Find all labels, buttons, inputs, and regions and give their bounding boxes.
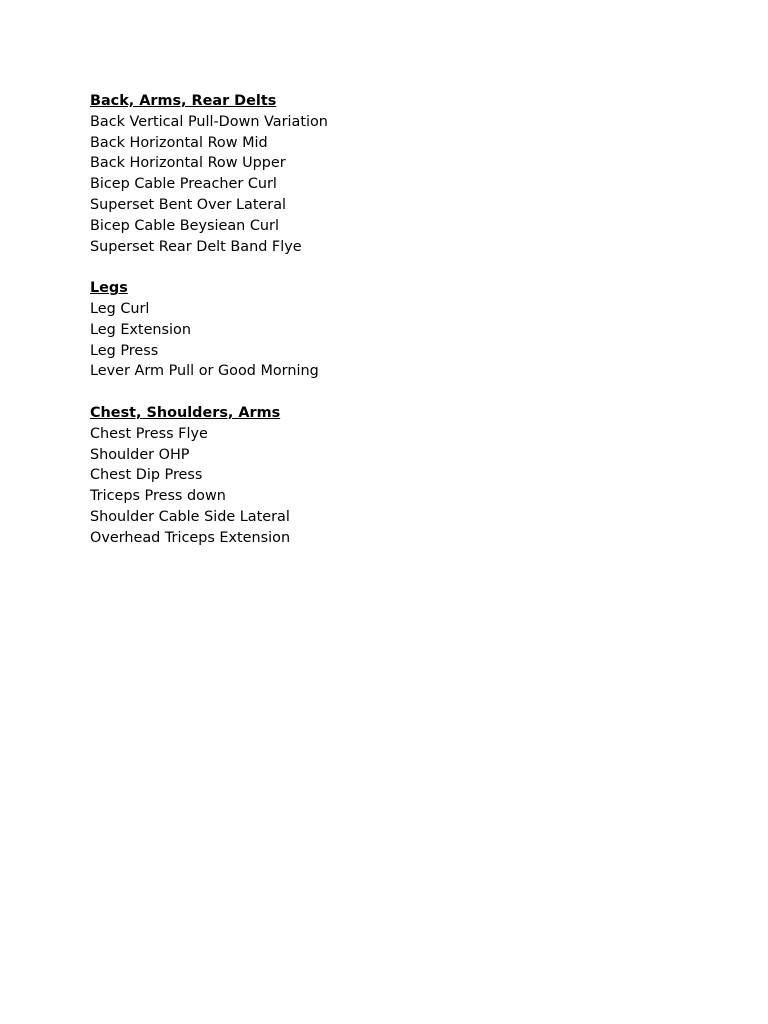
list-item: Overhead Triceps Extension <box>90 529 291 546</box>
list-item: Back Horizontal Row Upper <box>90 155 286 172</box>
section-heading: Back, Arms, Rear Delts <box>90 93 277 109</box>
list-item: Shoulder Cable Side Lateral <box>90 508 290 525</box>
exercise-list <box>90 299 710 382</box>
list-item: Leg Extension <box>90 321 191 338</box>
section-chest-shoulders-arms <box>90 403 710 549</box>
list-item: Triceps Press down <box>90 488 226 505</box>
list-item: Superset Bent Over Lateral <box>90 196 287 213</box>
list-item: Superset Rear Delt Band Flye <box>90 238 302 255</box>
exercise-list <box>90 424 710 549</box>
section-heading: Legs <box>90 280 128 297</box>
section-back-arms-rear-delts <box>90 91 710 257</box>
list-item: Bicep Cable Beysiean Curl <box>90 217 279 234</box>
list-item: Leg Curl <box>90 300 150 317</box>
exercise-list <box>90 112 710 258</box>
section-legs <box>90 278 710 382</box>
list-item: Chest Press Flye <box>90 425 208 442</box>
list-item: Lever Arm Pull or Good Morning <box>90 363 319 380</box>
document-body <box>90 91 710 569</box>
section-heading: Chest, Shoulders, Arms <box>90 404 281 421</box>
list-item: Chest Dip Press <box>90 467 203 484</box>
list-item: Bicep Cable Preacher Curl <box>90 176 277 193</box>
list-item: Shoulder OHP <box>90 446 190 463</box>
list-item: Back Vertical Pull-Down Variation <box>90 113 328 130</box>
list-item: Leg Press <box>90 342 159 359</box>
list-item: Back Horizontal Row Mid <box>90 134 268 151</box>
